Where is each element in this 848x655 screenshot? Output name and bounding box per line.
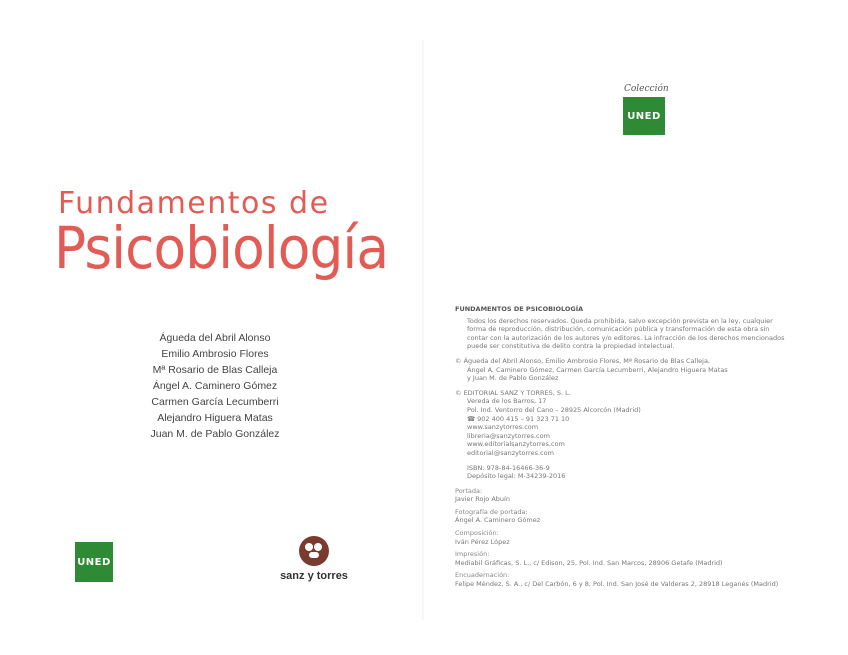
credit-value: Javier Rojo Abuín [455,495,510,504]
isbn-info [467,464,755,481]
author-name: Ángel A. Caminero Gómez [152,380,278,392]
rights-line: Todos los derechos reservados. Queda prohibida, salvo excepción prevista en la ley, cualquier [467,316,773,325]
copyright-line: Ángel A. Caminero Gómez, Carmen García Lecumberri, Alejandro Higuera Matas [467,365,728,374]
author-name: Juan M. de Pablo González [150,428,280,440]
author-name: Emilio Ambrosio Flores [161,348,269,360]
author-list [150,330,280,442]
copyright-line: y Juan M. de Pablo González [467,374,559,383]
rights-notice [467,316,785,351]
credit-value: Mediabil Gráficas, S. L., c/ Edison, 25, Pol. Ind. San Marcos, 28906 Getafe (Madrid) [455,558,723,567]
credit-cover-photo [455,508,755,525]
credit-label: Fotografía de portada: [455,507,528,516]
credit-label: Encuadernación: [455,571,510,580]
legal-deposit-line: Depósito legal: M-34239-2016 [467,472,566,481]
rights-line: forma de reproducción, distribución, comunicación pública y transformación de esta obra sin [467,325,770,334]
author-name: Carmen García Lecumberri [151,396,279,408]
credit-composition [455,529,755,546]
credit-value: Iván Pérez López [455,537,510,546]
credit-label: Composición: [455,529,499,538]
credit-label: Impresión: [455,550,490,559]
publisher-line: ☎ 902 400 415 – 91 323 71 10 [467,414,570,423]
uned-logo: UNED [75,542,113,582]
publisher-line: www.editorialsanzytorres.com [467,440,565,449]
rights-line: contar con la autorización de los autores y/o editores. La infracción de los derechos mencionados [467,333,785,342]
author-copyright [455,357,755,383]
publisher-line: Pol. Ind. Ventorro del Cano – 28925 Alcorcón (Madrid) [467,405,641,414]
author-name: Mª Rosario de Blas Calleja [152,364,278,376]
copyright-line: © Águeda del Abril Alonso, Emilio Ambrosio Flores, Mª Rosario de Blas Calleja, [455,356,711,365]
publisher-line: www.sanzytorres.com [467,423,539,432]
book-title-line2: Psicobiología [54,214,389,282]
author-name: Águeda del Abril Alonso [159,332,271,344]
publisher-logo [272,536,356,582]
author-name: Alejandro Higuera Matas [157,412,273,424]
credit-value: Felipe Méndez, S. A., c/ Del Carbón, 6 y 8, Pol. Ind. San José de Valderas 2, 28918 Leganés (Madrid) [455,580,779,589]
book-title-line1: Fundamentos de [58,186,330,221]
publisher-line: libreria@sanzytorres.com [467,431,550,440]
publisher-info [455,389,755,458]
credit-label: Portada: [455,486,483,495]
rights-line: puede ser constitutiva de delito contra la propiedad intelectual. [467,342,675,351]
credit-cover [455,487,755,504]
collection-label: Colección [624,84,669,94]
publisher-line: © EDITORIAL SANZ Y TORRES, S. L. [455,388,571,397]
publisher-line: editorial@sanzytorres.com [467,448,554,457]
publisher-line: Vereda de los Barros, 17 [467,397,547,406]
credit-binding [455,571,779,589]
credit-value: Ángel A. Caminero Gómez [455,516,541,525]
isbn-line: ISBN: 978-84-16466-36-9 [467,463,550,472]
credits-header: FUNDAMENTOS DE PSICOBIOLOGÍA [455,305,584,313]
publisher-mark-icon [299,536,329,566]
publisher-name: sanz y torres [280,570,348,582]
credit-printing [455,550,755,567]
uned-logo: UNED [623,97,665,135]
copyright-credits [455,305,785,593]
